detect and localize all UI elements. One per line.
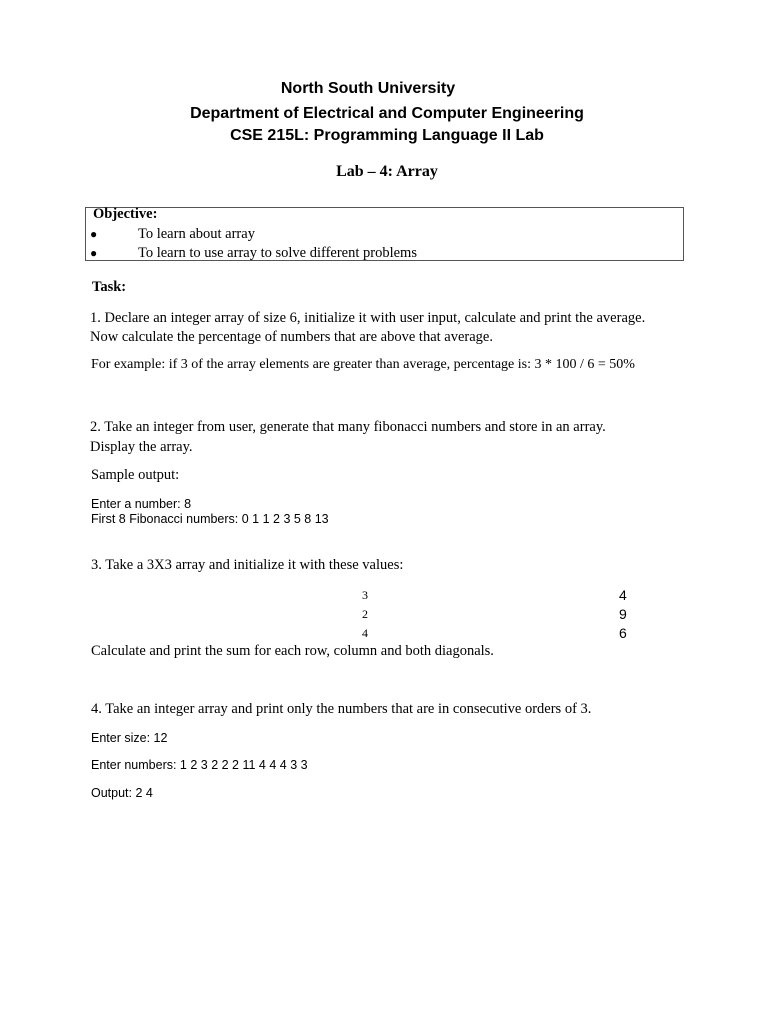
matrix-cell-r1c3: 4 (619, 587, 627, 603)
matrix-cell-r1c1: 3 (362, 588, 368, 602)
task4-numbers-line: Enter numbers: 1 2 3 2 2 2 11 4 4 4 3 3 (91, 758, 308, 772)
bullet-1: ● (90, 227, 98, 241)
course-title: CSE 215L: Programming Language II Lab (230, 127, 544, 144)
sample-output-line2: First 8 Fibonacci numbers: 0 1 1 2 3 5 8 13 (91, 512, 329, 526)
bullet-2: ● (90, 246, 98, 260)
university-name: North South University (280, 80, 456, 97)
task1-line1: 1. Declare an integer array of size 6, initialize it with user input, calculate and print the average. (90, 310, 646, 326)
task2-line1: 2. Take an integer from user, generate that many fibonacci numbers and store in an array. (90, 419, 606, 435)
objective-item-2: To learn to use array to solve different problems (138, 245, 417, 261)
objective-item-1: To learn about array (138, 226, 255, 242)
task4-size-line: Enter size: 12 (91, 731, 168, 745)
department-name: Department of Electrical and Computer Engineering (190, 105, 584, 122)
sample-output-line1: Enter a number: 8 (91, 497, 192, 511)
matrix-cell-r2c1: 2 (362, 607, 368, 621)
matrix-cell-r2c3: 9 (619, 606, 627, 622)
task1-line2: Now calculate the percentage of numbers that are above that average. (90, 329, 493, 345)
objective-label: Objective: (93, 206, 158, 222)
task4-output-line: Output: 2 4 (91, 786, 153, 800)
matrix-cell-r3c1: 4 (362, 626, 368, 640)
task4-line1: 4. Take an integer array and print only the numbers that are in consecutive orders of 3. (91, 701, 592, 717)
task3-line1: 3. Take a 3X3 array and initialize it with these values: (91, 557, 404, 573)
task3-line2: Calculate and print the sum for each row, column and both diagonals. (91, 643, 494, 659)
task-label: Task: (92, 279, 127, 295)
lab-title: Lab – 4: Array (336, 163, 438, 180)
task1-example: For example: if 3 of the array elements are greater than average, percentage is: 3 * 100 / 6 = 50% (91, 357, 635, 372)
sample-output-label: Sample output: (91, 467, 180, 483)
matrix-cell-r3c3: 6 (619, 625, 627, 641)
task2-line2: Display the array. (90, 439, 193, 455)
